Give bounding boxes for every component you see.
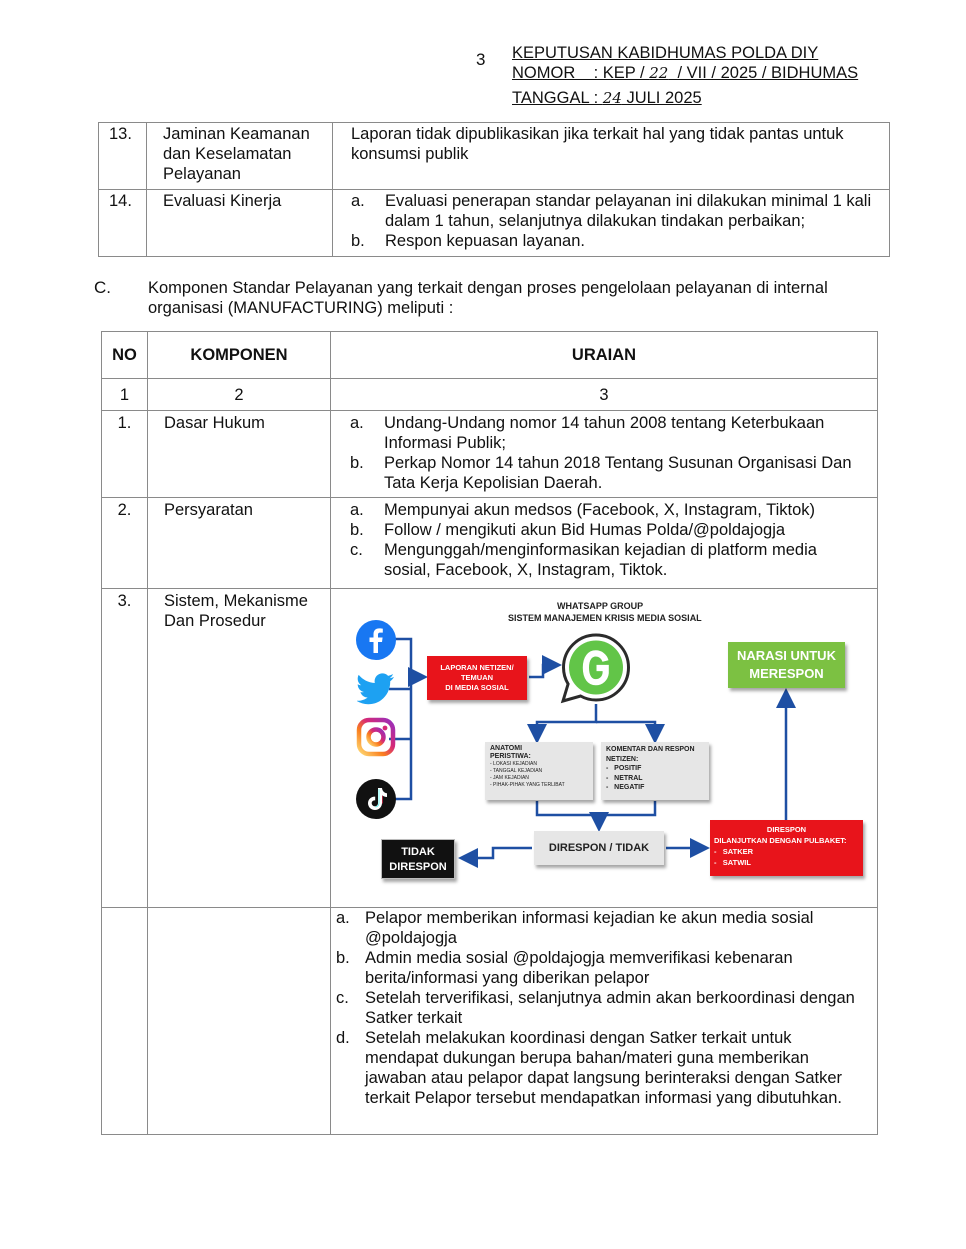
diagram-cell xyxy=(331,589,878,908)
anatomi-title: ANATOMI xyxy=(490,745,523,752)
anatomi-item: - PIHAK-PIHAK YANG TERLIBAT xyxy=(490,782,565,788)
crisis-management-diagram xyxy=(331,589,877,907)
header-no: NO xyxy=(102,332,148,379)
list-text: Admin media sosial @poldajogja memverifikasi kebenaran berita/informasi yang diberikan pelapor xyxy=(365,949,793,987)
narasi-line: MERESPON xyxy=(749,666,824,681)
narasi-line: NARASI UNTUK xyxy=(737,648,836,663)
column-number: 1 xyxy=(102,379,148,411)
decree-date xyxy=(512,88,702,108)
list-item xyxy=(350,500,867,520)
anatomi-item: - JAM KEJADIAN xyxy=(490,775,529,781)
date-suffix: JULI 2025 xyxy=(621,89,702,107)
table-row xyxy=(102,908,878,1135)
list-marker: b. xyxy=(350,521,364,539)
narasi-box xyxy=(728,642,845,688)
component-cell: Evaluasi Kinerja xyxy=(147,190,333,257)
list-text: Perkap Nomor 14 tahun 2018 Tentang Susunan Organisasi Dan Tata Kerja Kepolisian Daerah. xyxy=(384,454,852,492)
list-item xyxy=(336,988,867,1028)
page-number: 3 xyxy=(476,50,486,69)
table-row xyxy=(102,589,878,908)
header-description: URAIAN xyxy=(331,332,878,379)
table-header-row xyxy=(102,332,878,379)
numbering-row xyxy=(102,379,878,411)
list-marker: d. xyxy=(336,1029,350,1047)
description-cell xyxy=(331,498,878,589)
list-text: Respon kepuasan layanan. xyxy=(385,232,585,250)
component-cell: Sistem, Mekanisme Dan Prosedur xyxy=(148,589,331,908)
komentar-item: - POSITIF xyxy=(606,765,642,772)
number-prefix: NOMOR : KEP / xyxy=(512,64,650,82)
date-handwritten: 24 xyxy=(602,89,622,107)
continuation-table xyxy=(98,122,890,257)
row-number: 13. xyxy=(99,123,147,190)
column-number: 3 xyxy=(331,379,878,411)
tiktok-icon xyxy=(355,778,397,820)
not-responded-line: DIRESPON xyxy=(389,861,447,873)
list-item xyxy=(336,908,867,948)
report-line: TEMUAN xyxy=(460,673,494,682)
table-row xyxy=(99,190,890,257)
list-marker: b. xyxy=(351,232,365,250)
anatomi-item: - TANGGAL KEJADIAN xyxy=(490,768,543,774)
report-line: DI MEDIA SOSIAL xyxy=(445,683,509,692)
component-cell: Jaminan Keamanan dan Keselamatan Pelayanan xyxy=(147,123,333,190)
not-responded-box xyxy=(381,839,455,879)
section-letter: C. xyxy=(94,278,111,297)
komentar-title: KOMENTAR DAN RESPON xyxy=(606,746,695,753)
responded-line: - SATKER xyxy=(714,847,754,856)
number-suffix: / VII / 2025 / BIDHUMAS xyxy=(668,64,859,82)
number-handwritten: 22 xyxy=(649,64,669,82)
whatsapp-icon xyxy=(559,631,633,705)
list-marker: a. xyxy=(336,909,350,927)
facebook-icon xyxy=(355,619,397,661)
report-box xyxy=(427,656,527,700)
row-number: 14. xyxy=(99,190,147,257)
component-cell xyxy=(148,908,331,1135)
component-cell: Dasar Hukum xyxy=(148,411,331,498)
list-item xyxy=(336,948,867,988)
section-text: Komponen Standar Pelayanan yang terkait dengan proses pengelolaan pelayanan di internal organisasi (MANUFACTURING) meliputi : xyxy=(148,279,828,317)
list-marker: c. xyxy=(336,989,349,1007)
diagram-subtitle: SISTEM MANAJEMEN KRISIS MEDIA SOSIAL xyxy=(508,613,702,623)
list-text: Mengunggah/menginformasikan kejadian di platform media sosial, Facebook, X, Instagram, Tiktok. xyxy=(384,541,817,579)
table-row xyxy=(102,498,878,589)
decree-number xyxy=(512,63,858,83)
anatomi-title: PERISTIWA: xyxy=(490,753,531,760)
list-item xyxy=(350,413,867,453)
list-text: Evaluasi penerapan standar pelayanan ini dilakukan minimal 1 kali dalam 1 tahun, selanjutnya dilakukan tindakan perbaikan; xyxy=(385,192,872,230)
description-cell: Laporan tidak dipublikasikan jika terkait hal yang tidak pantas untuk konsumsi publik xyxy=(333,123,890,190)
list-marker: b. xyxy=(336,949,350,967)
list-marker: b. xyxy=(350,454,364,472)
komentar-box xyxy=(601,742,709,800)
responded-title: DIRESPON xyxy=(766,825,807,834)
list-item xyxy=(350,520,867,540)
komentar-item: - NETRAL xyxy=(606,774,643,782)
description-cell xyxy=(333,190,890,257)
responded-line: DILANJUTKAN DENGAN PULBAKET: xyxy=(714,836,847,845)
list-text: Setelah terverifikasi, selanjutnya admin akan berkoordinasi dengan Satker terkait xyxy=(365,989,855,1027)
table-row xyxy=(102,411,878,498)
list-text: Mempunyai akun medsos (Facebook, X, Instagram, Tiktok) xyxy=(384,501,816,519)
table-row xyxy=(99,123,890,190)
row-number xyxy=(102,908,148,1135)
list-marker: a. xyxy=(351,192,365,210)
instagram-icon xyxy=(356,717,396,757)
description-cell xyxy=(331,411,878,498)
component-cell: Persyaratan xyxy=(148,498,331,589)
list-marker: a. xyxy=(350,501,364,519)
column-number: 2 xyxy=(148,379,331,411)
decree-title: KEPUTUSAN KABIDHUMAS POLDA DIY xyxy=(512,44,819,62)
list-marker: c. xyxy=(350,541,363,559)
list-text: Pelapor memberikan informasi kejadian ke akun media sosial @poldajogja xyxy=(365,909,814,947)
list-marker: a. xyxy=(350,414,364,432)
header-component: KOMPONEN xyxy=(148,332,331,379)
list-text: Follow / mengikuti akun Bid Humas Polda/@poldajogja xyxy=(384,521,786,539)
row-number: 2. xyxy=(102,498,148,589)
komentar-title: NETIZEN: xyxy=(606,755,639,763)
anatomi-item: - LOKASI KEJADIAN xyxy=(490,761,537,767)
list-text: Setelah melakukan koordinasi dengan Satker terkait untuk mendapat dukungan berupa bahan/materi guna memberikan jawaban atau pelapor dapat langsung berinteraksi dengan Satker terkait Pelapor tersebut mendapatkan informasi yang dibutuhkan. xyxy=(365,1029,843,1107)
diagram-title: WHATSAPP GROUP xyxy=(557,601,644,611)
komentar-item: - NEGATIF xyxy=(606,784,645,791)
responded-line: - SATWIL xyxy=(714,858,751,867)
list-text: Undang-Undang nomor 14 tahun 2008 tentang Keterbukaan Informasi Publik; xyxy=(384,414,825,452)
row-number: 1. xyxy=(102,411,148,498)
report-line: LAPORAN NETIZEN/ xyxy=(440,663,514,672)
list-item xyxy=(350,540,867,580)
list-item xyxy=(351,231,881,251)
list-item xyxy=(350,453,867,493)
decision-box: DIRESPON / TIDAK xyxy=(534,831,664,865)
date-prefix: TANGGAL : xyxy=(512,89,603,107)
twitter-icon xyxy=(357,673,395,705)
row-number: 3. xyxy=(102,589,148,908)
list-item xyxy=(351,191,881,231)
anatomi-box xyxy=(485,742,593,800)
description-cell xyxy=(331,908,878,1135)
not-responded-line: TIDAK xyxy=(401,846,435,858)
list-item xyxy=(336,1028,867,1108)
responded-box xyxy=(710,820,863,876)
service-standard-table xyxy=(101,331,878,1135)
